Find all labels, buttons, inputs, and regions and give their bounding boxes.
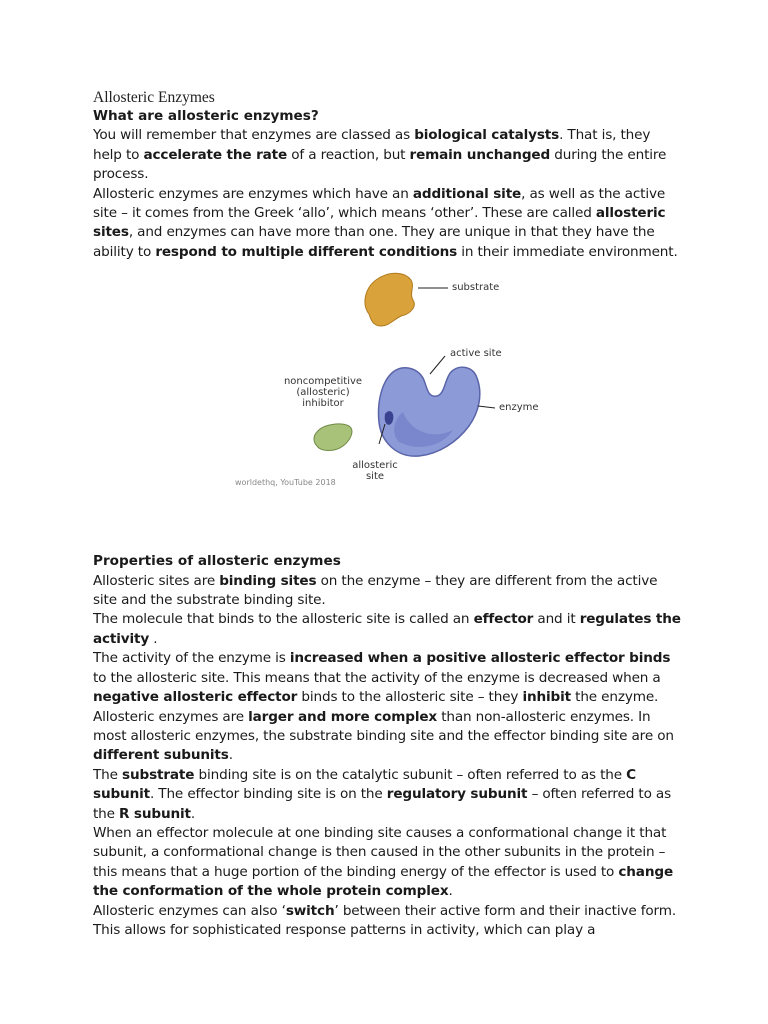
active-site-pointer	[430, 356, 445, 374]
substrate-shape	[365, 274, 414, 327]
text-run: Allosteric enzymes can also ‘	[93, 902, 286, 919]
label-inhibitor	[273, 376, 373, 409]
bold-text-run: regulatory subunit	[386, 786, 528, 803]
bold-text-run: increased when a positive allosteric effector binds	[289, 650, 671, 667]
bold-text-run: negative allosteric effector	[93, 689, 298, 706]
bold-text-run: different subunits	[93, 747, 229, 764]
label-inhibitor-line1: noncompetitive	[283, 376, 363, 388]
bold-text-run: additional site	[412, 185, 522, 202]
text-run: The molecule that binds to the allosteric site is called an	[93, 611, 474, 628]
label-inhibitor-line3: inhibitor	[302, 398, 344, 410]
text-run: than non-allosteric enzymes. In most allosteric enzymes, the substrate binding site and the effector binding site are on	[93, 708, 674, 744]
text-run: Allosteric sites are	[93, 572, 220, 589]
text-run: during the entire process.	[93, 146, 667, 183]
bold-text-run: change the conformation of the whole protein complex	[93, 863, 674, 900]
bold-text-run: respond to multiple different conditions	[155, 243, 458, 260]
text-run: the enzyme.	[570, 689, 659, 706]
bold-text-run: allosteric sites	[93, 205, 666, 241]
paragraph-complexity	[93, 708, 683, 766]
text-run: Allosteric enzymes are	[93, 708, 249, 725]
text-run: . The effector binding site is on the	[149, 786, 387, 803]
bold-text-run: larger and more complex	[248, 708, 438, 725]
label-allosteric-site	[345, 460, 405, 482]
label-inhibitor-line2: (allosteric)	[296, 387, 350, 399]
document-title: Allosteric Enzymes	[93, 89, 215, 106]
text-run: to the allosteric site. This means that the activity of the enzyme is decreased when a	[93, 669, 661, 686]
text-run: in their immediate environment.	[457, 243, 678, 260]
text-run: , as well as the active site – it comes from the Greek ‘allo’, which means ‘other’. These are called	[93, 185, 666, 222]
text-run: The activity of the enzyme is	[93, 650, 290, 667]
paragraph-conformational-change	[93, 824, 683, 902]
bold-text-run: biological catalysts	[414, 127, 560, 144]
bold-text-run: regulates the activity	[93, 611, 681, 647]
paragraph-binding-sites	[93, 572, 683, 611]
paragraph-switch	[93, 902, 683, 941]
label-active-site: active site	[450, 348, 502, 360]
label-enzyme: enzyme	[499, 402, 539, 414]
inhibitor-shape	[314, 424, 352, 451]
text-run: – often referred to as the	[93, 786, 672, 822]
document-content	[93, 88, 683, 940]
text-run: .	[190, 805, 196, 822]
label-substrate: substrate	[452, 282, 500, 294]
text-run: , and enzymes can have more than one. They are unique in that they have the ability to	[93, 224, 655, 260]
text-run: of a reaction, but	[287, 146, 410, 163]
text-run: .	[149, 630, 158, 647]
bold-text-run: C subunit	[93, 766, 636, 803]
paragraph-subunits	[93, 766, 683, 824]
label-allosteric-line2: site	[365, 471, 385, 483]
paragraph-effector	[93, 610, 683, 649]
text-run: .	[448, 883, 453, 900]
text-run: on the enzyme – they are different from the active site and the substrate binding site.	[93, 572, 658, 609]
text-run: The	[93, 766, 123, 783]
text-run: binds to the allosteric site – they	[297, 689, 523, 706]
paragraph-allosteric-definition	[93, 185, 683, 263]
section-heading-properties: Properties of allosteric enzymes	[93, 553, 341, 570]
paragraph-intro	[93, 126, 683, 184]
text-run: binding site is on the catalytic subunit – often referred to as the	[194, 766, 627, 783]
bold-text-run: R subunit	[119, 805, 191, 822]
label-allosteric-line1: allosteric	[352, 460, 398, 472]
bold-text-run: switch	[285, 902, 335, 919]
section-heading-what-are: What are allosteric enzymes?	[93, 108, 319, 124]
paragraph-activity	[93, 649, 683, 707]
text-run: and it	[533, 611, 580, 628]
text-run: When an effector molecule at one binding site causes a conformational change it that subunit, a conformational change is then caused in the other subunits in the protein – this means that a huge portion of the binding energy of the effector is used to	[93, 824, 667, 880]
bold-text-run: accelerate the rate	[143, 146, 288, 163]
bold-text-run: binding sites	[219, 572, 317, 589]
text-run: .	[228, 747, 233, 764]
figure-credit: worldethq, YouTube 2018	[235, 478, 336, 488]
text-run: . That is, they help to	[93, 127, 651, 163]
bold-text-run: inhibit	[522, 689, 571, 706]
text-run: You will remember that enzymes are classed as	[93, 127, 415, 144]
enzyme-figure	[93, 262, 683, 552]
bold-text-run: substrate	[122, 766, 195, 783]
text-run: ’ between their active form and their inactive form. This allows for sophisticated response patterns in activity, which can play a	[93, 902, 677, 938]
enzyme-pointer	[478, 406, 495, 408]
text-run: Allosteric enzymes are enzymes which have an	[93, 185, 413, 202]
bold-text-run: effector	[473, 611, 534, 628]
bold-text-run: remain unchanged	[409, 146, 551, 163]
enzyme-diagram	[93, 262, 683, 552]
